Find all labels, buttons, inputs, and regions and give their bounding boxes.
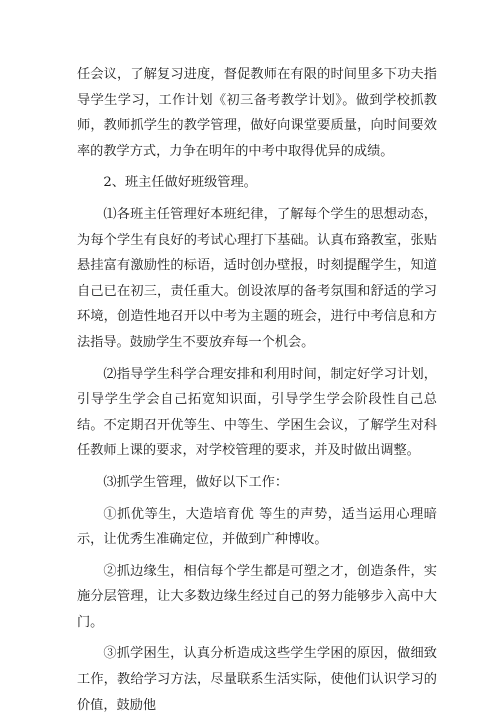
section-heading-class-management: 2、班主任做好班级管理。 [103,175,257,191]
paragraph-item-1: ⑴各班主任管理好本班纪律，了解每个学生的思想动态，为每个学生有良好的考试心理打下基础。认真布臵教室，张贴悬挂富有激励性的标语，适时创办壁报，时刻提醒学生，知道自己已在初三，责任重大。创设浓厚的备考氛围和舒适的学习环境，创造性地召开以中考为主题的班会，进行中考信息和方法指导。鼓励学生不要放弃每一个机会。 [77,206,437,350]
paragraph-item-2: ⑵指导学生科学合理安排和利用时间，制定好学习计划，引导学生学会自己拓宽知识面，引导学生学会阶段性自己总结。不定期召开优等生、中等生、学困生会议，了解学生对科任教师上课的要求，对学校管理的要求，并及时做出调整。 [77,366,437,459]
paragraph-continuation: 任会议，了解复习进度，督促教师在有限的时间里多下功夫指导学生学习，工作计划《初三备考教学计划》。做到学校抓教师，教师抓学生的教学管理，做好向课堂要质量，向时间要效率的教学方式，力争在明年的中考中取得优异的成绩。 [77,67,437,159]
paragraph-subitem-top-students: ①抓优等生，大造培育优 等生的声势，适当运用心理暗示，让优秀生准确定位，并做到广种博收。 [77,506,437,548]
document-body [77,62,437,718]
paragraph-subitem-marginal-students: ②抓边缘生，相信每个学生都是可塑之才，创造条件，实施分层管理，让大多数边缘生经过自己的努力能够步入高中大门。 [77,563,437,630]
paragraph-subitem-struggling-students: ③抓学困生，认真分析造成这些学生学困的原因，做细致工作，教给学习方法，尽量联系生活实际，使他们认识学习的价值，鼓励他 [77,646,437,713]
paragraph-item-3: ⑶抓学生管理，做好以下工作： [103,474,289,490]
